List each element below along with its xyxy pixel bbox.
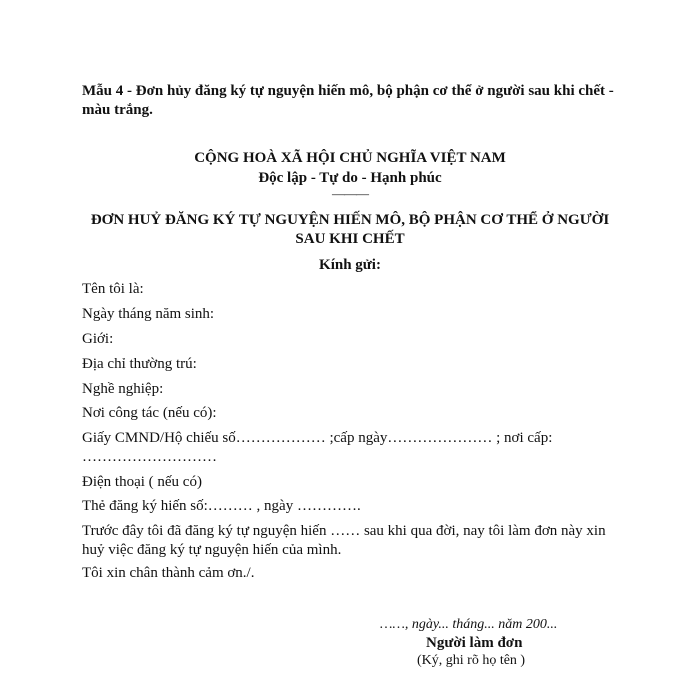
field-donor-card: Thẻ đăng ký hiến số:……… , ngày …………. <box>82 498 361 514</box>
signature-note: (Ký, ghi rõ họ tên ) <box>417 653 526 668</box>
field-gender: Giới: <box>82 331 114 347</box>
field-id-card: Giấy CMND/Hộ chiếu số……………… ;cấp ngày………………… ; nơi cấp: <box>82 430 553 446</box>
thanks-line: Tôi xin chân thành cảm ơn./. <box>82 565 255 581</box>
field-id-card-continued: ……………………… <box>82 449 217 465</box>
national-motto: Độc lập - Tự do - Hạnh phúc <box>258 170 442 186</box>
national-title: CỘNG HOÀ XÃ HỘI CHỦ NGHĨA VIỆT NAM <box>194 150 506 166</box>
field-phone: Điện thoại ( nếu có) <box>82 474 202 490</box>
field-name: Tên tôi là: <box>82 281 144 297</box>
document-title-line-1: ĐƠN HUỶ ĐĂNG KÝ TỰ NGUYỆN HIẾN MÔ, BỘ PHẬN CƠ THỂ Ở NGƯỜI <box>90 212 610 228</box>
signature-date: ……, ngày... tháng... năm 200... <box>380 617 558 632</box>
field-birth-date: Ngày tháng năm sinh: <box>82 306 215 322</box>
request-paragraph: Trước đây tôi đã đăng ký tự nguyện hiến …… sau khi qua đời, nay tôi làm đơn này xin huỷ việc đăng ký tự nguyện hiến của mình. <box>82 523 606 558</box>
form-note: Mẫu 4 - Đơn hủy đăng ký tự nguyện hiến mô, bộ phận cơ thể ở người sau khi chết - màu trắng. <box>82 83 614 118</box>
header-divider: ——— <box>332 186 368 201</box>
greeting: Kính gửi: <box>319 257 381 273</box>
document-title-line-2: SAU KHI CHẾT <box>295 231 405 247</box>
field-address: Địa chỉ thường trú: <box>82 356 197 372</box>
field-occupation: Nghề nghiệp: <box>82 381 164 397</box>
signer-title: Người làm đơn <box>426 635 523 651</box>
field-workplace: Nơi công tác (nếu có): <box>82 405 217 421</box>
document-title <box>0 211 700 249</box>
